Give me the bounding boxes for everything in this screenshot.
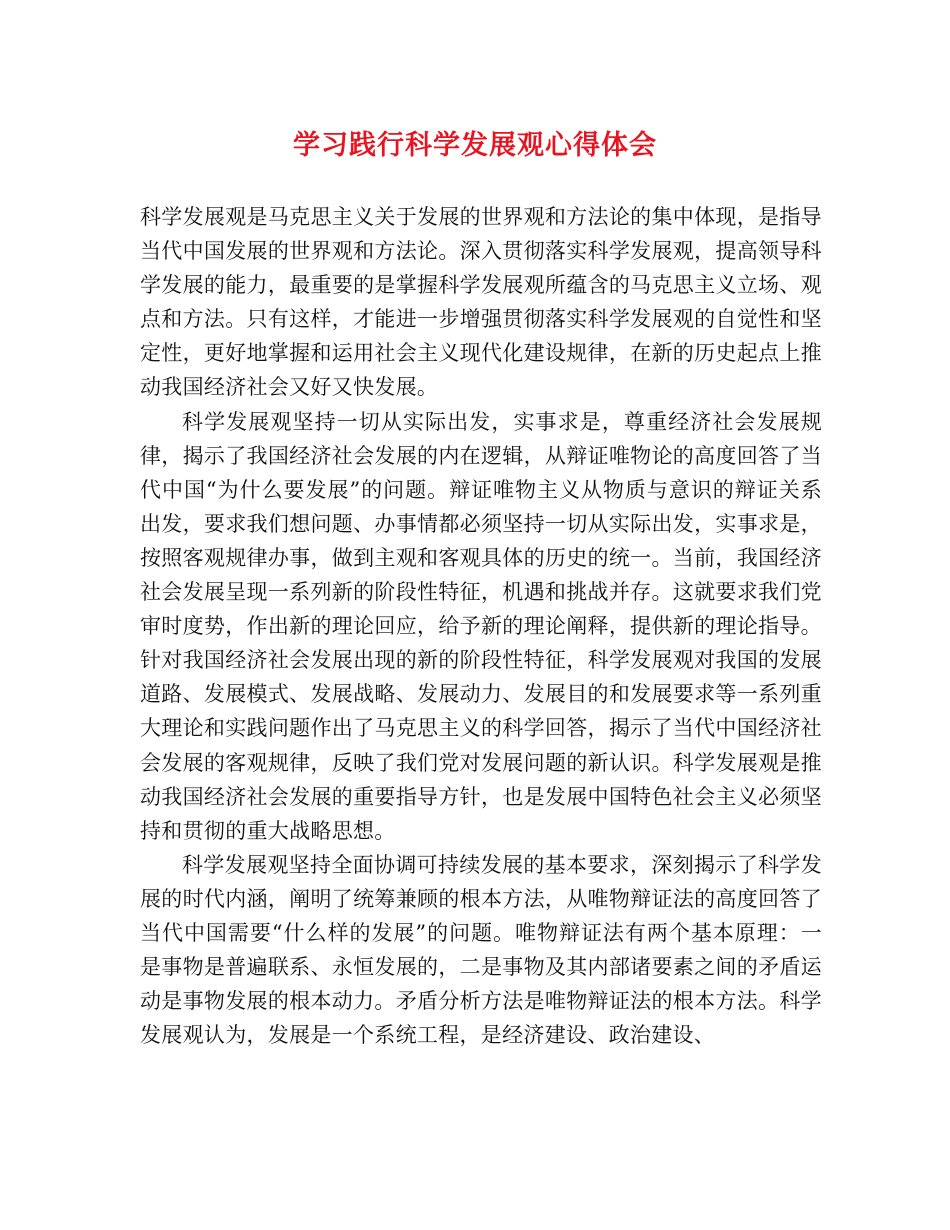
document-title: 学习践行科学发展观心得体会 — [293, 130, 657, 161]
paragraph-2: 科学发展观坚持一切从实际出发，实事求是，尊重经济社会发展规律，揭示了我国经济社会发展的内在逻辑，从辩证唯物论的高度回答了当代中国“为什么要发展”的问题。辩证唯物主义从物质与意识的辩证关系出发，要求我们想问题、办事情都必须坚持一切从实际出发，实事求是，按照客观规律办事，做到主观和客观具体的历史的统一。当前，我国经济社会发展呈现一系列新的阶段性特征，机遇和挑战并存。这就要求我们党审时度势，作出新的理论回应，给予新的理论阐释，提供新的理论指导。针对我国经济社会发展出现的新的阶段性特征，科学发展观对我国的发展道路、发展模式、发展战略、发展动力、发展目的和发展要求等一系列重大理论和实践问题作出了马克思主义的科学回答，揭示了当代中国经济社会发展的客观规律，反映了我们党对发展问题的新认识。科学发展观是推动我国经济社会发展的重要指导方针，也是发展中国特色社会主义必须坚持和贯彻的重大战略思想。 — [140, 409, 822, 843]
document-body — [140, 200, 822, 1052]
paragraph-3: 科学发展观坚持全面协调可持续发展的基本要求，深刻揭示了科学发展的时代内涵，阐明了统筹兼顾的根本方法，从唯物辩证法的高度回答了当代中国需要“什么样的发展”的问题。唯物辩证法有两个基本原理：一是事物是普遍联系、永恒发展的，二是事物及其内部诸要素之间的矛盾运动是事物发展的根本动力。矛盾分析方法是唯物辩证法的根本方法。科学发展观认为，发展是一个系统工程，是经济建设、政治建设、 — [140, 852, 822, 1048]
paragraph-1: 科学发展观是马克思主义关于发展的世界观和方法论的集中体现，是指导当代中国发展的世界观和方法论。深入贯彻落实科学发展观，提高领导科学发展的能力，最重要的是掌握科学发展观所蕴含的马克思主义立场、观点和方法。只有这样，才能进一步增强贯彻落实科学发展观的自觉性和坚定性，更好地掌握和运用社会主义现代化建设规律，在新的历史起点上推动我国经济社会又好又快发展。 — [140, 205, 822, 400]
